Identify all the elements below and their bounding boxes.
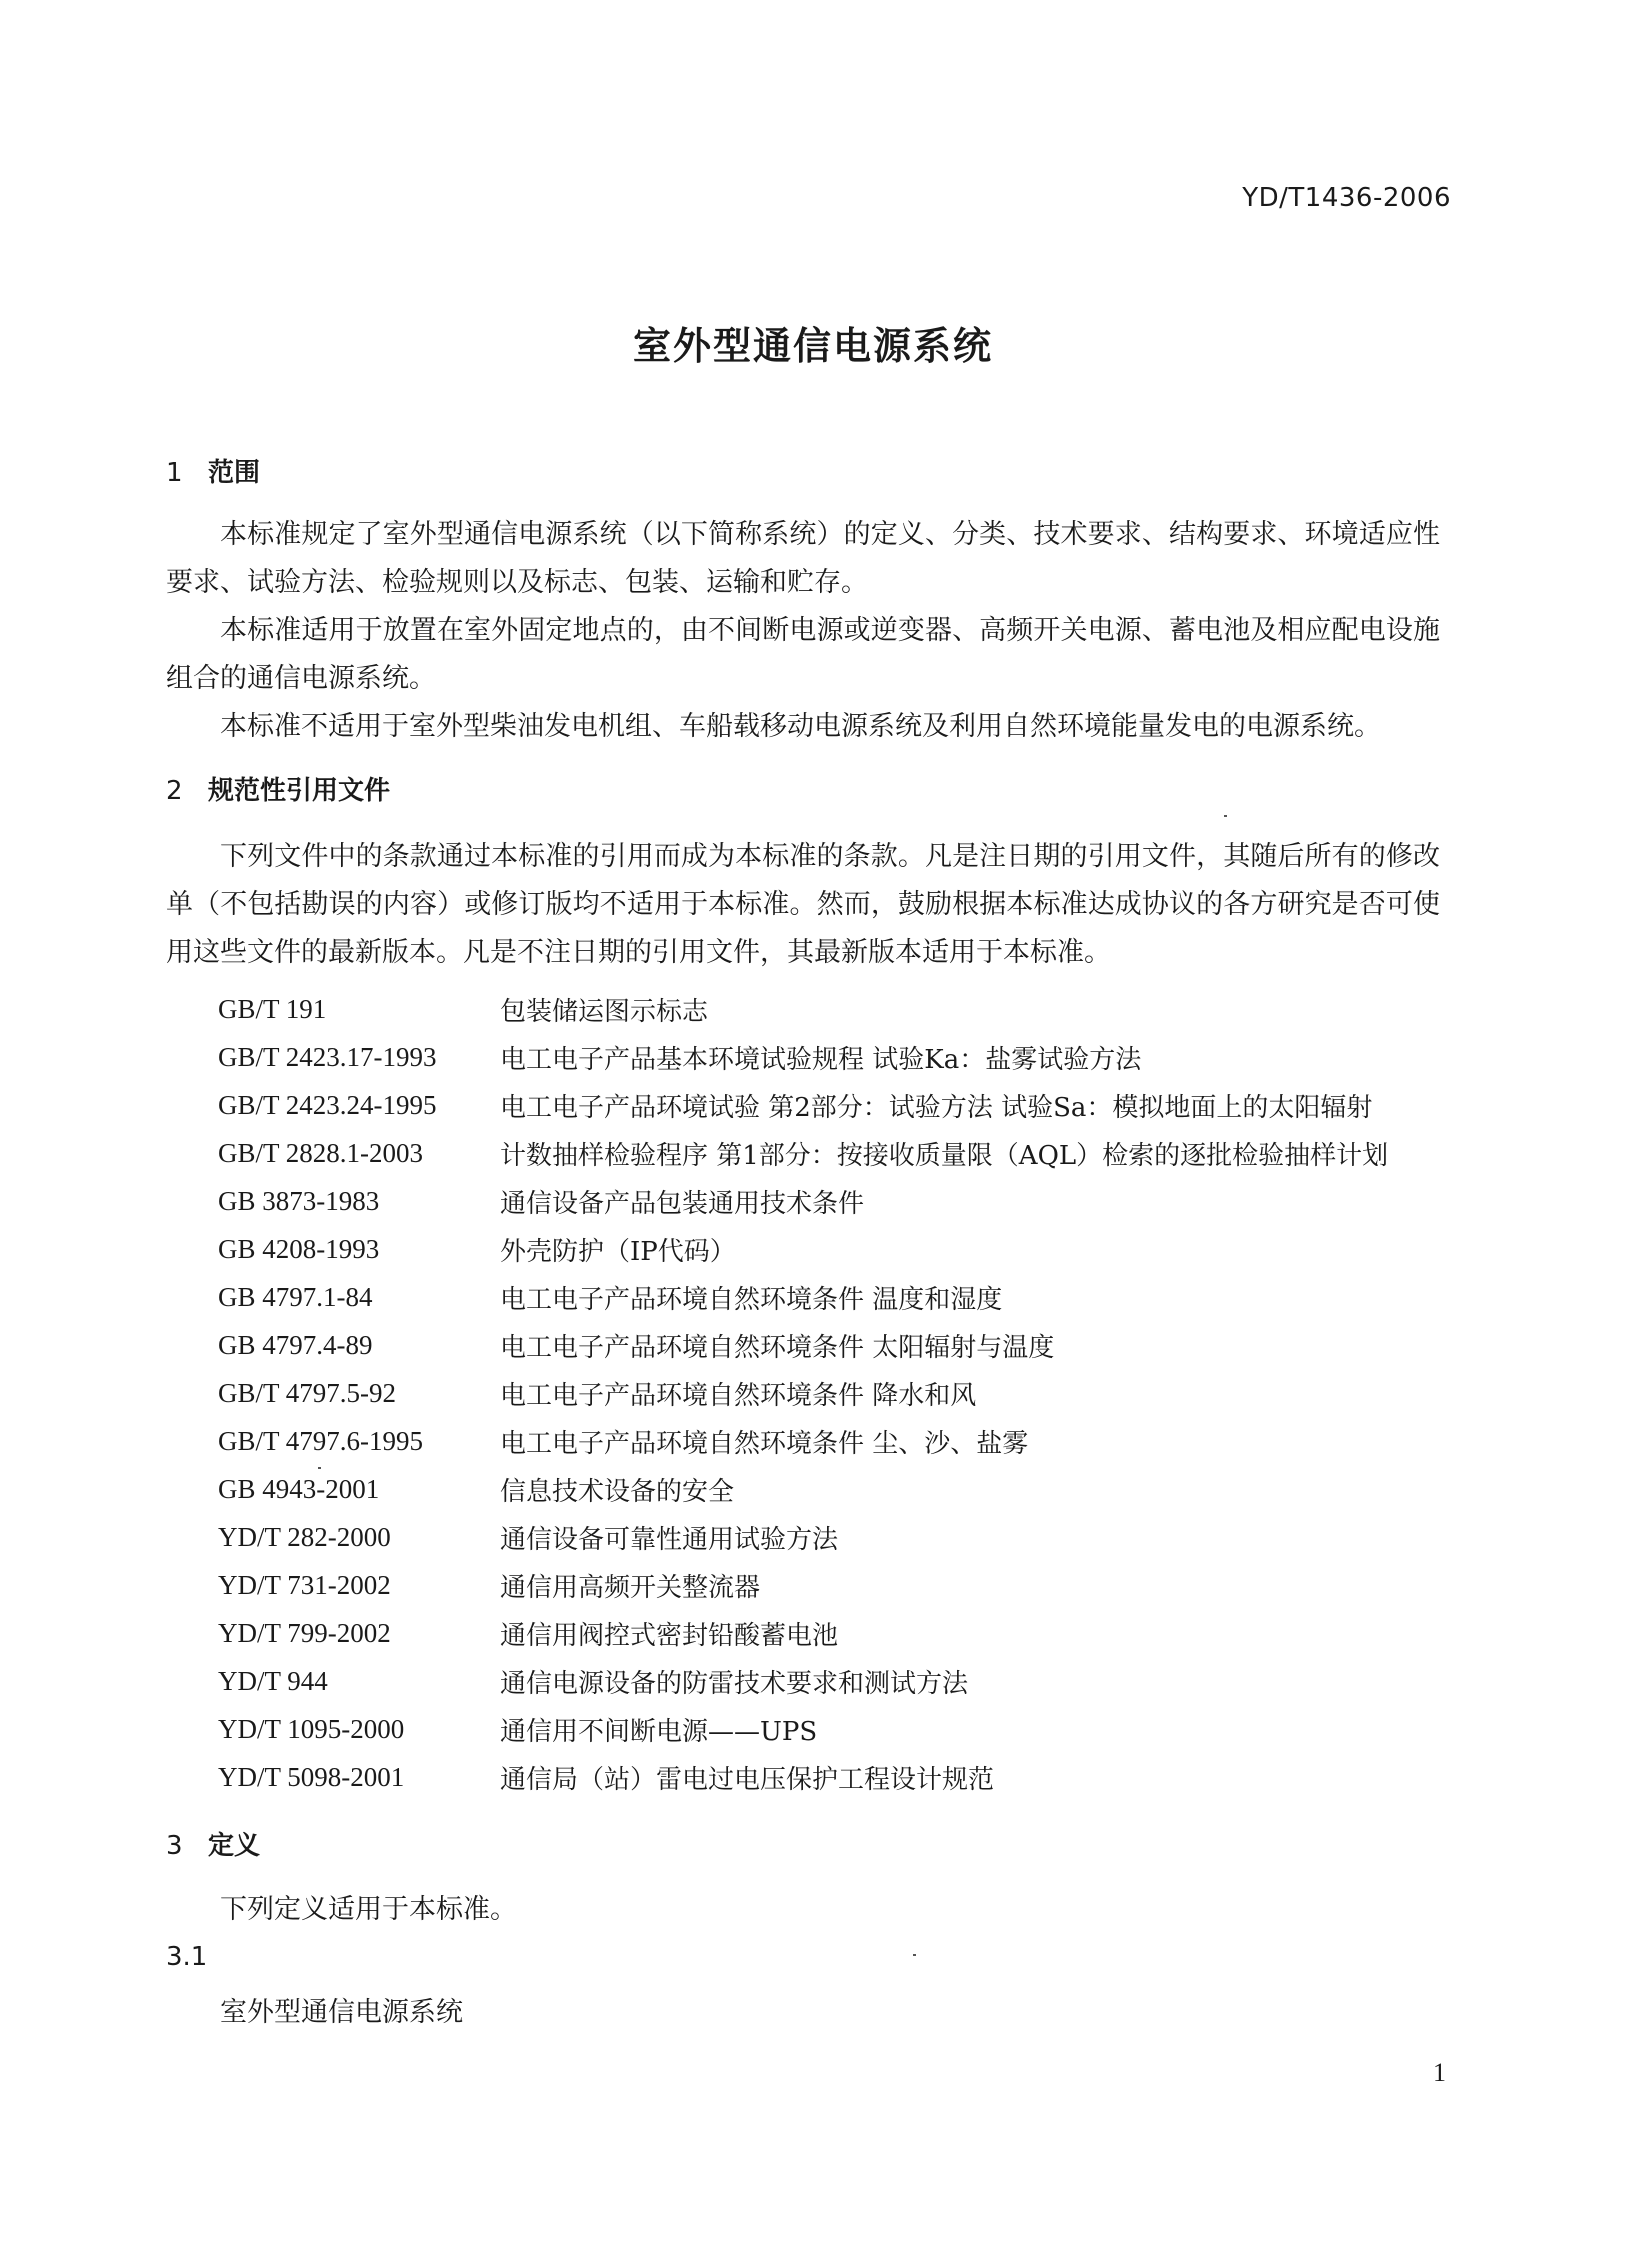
reference-code: GB/T 2423.17-1993: [218, 1041, 437, 1072]
reference-item: [218, 1753, 1478, 1801]
reference-title: 外壳防护（IP代码）: [500, 1236, 736, 1267]
reference-item: [218, 1417, 1478, 1465]
reference-title: 计数抽样检验程序 第1部分：按接收质量限（AQL）检索的逐批检验抽样计划: [500, 1140, 1389, 1171]
reference-code: YD/T 1095-2000: [218, 1713, 405, 1744]
section-number: 1: [166, 458, 183, 488]
section-2-heading: [166, 770, 390, 807]
reference-title: 通信设备可靠性通用试验方法: [500, 1524, 839, 1555]
reference-code: GB 4208-1993: [218, 1233, 380, 1264]
reference-item: [218, 1609, 1478, 1657]
reference-title: 信息技术设备的安全: [500, 1476, 735, 1507]
scan-speck: [913, 1954, 916, 1956]
references-intro: 下列文件中的条款通过本标准的引用而成为本标准的条款。凡是注日期的引用文件，其随后所有的修改单（不包括勘误的内容）或修订版均不适用于本标准。然而，鼓励根据本标准达成协议的各方研究是否可使用这些文件的最新版本。凡是不注日期的引用文件，其最新版本适用于本标准。: [166, 841, 1440, 968]
scope-paragraph-2: 本标准适用于放置在室外固定地点的，由不间断电源或逆变器、高频开关电源、蓄电池及相应配电设施组合的通信电源系统。: [166, 615, 1440, 694]
reference-code: GB/T 4797.6-1995: [218, 1425, 424, 1456]
section-number: 2: [166, 776, 183, 806]
reference-title: 电工电子产品基本环境试验规程 试验Ka：盐雾试验方法: [500, 1044, 1142, 1075]
reference-title: 电工电子产品环境自然环境条件 尘、沙、盐雾: [500, 1428, 1029, 1459]
reference-item: [218, 1225, 1478, 1273]
scan-speck: [1224, 815, 1227, 817]
reference-title: 通信局（站）雷电过电压保护工程设计规范: [500, 1764, 995, 1795]
reference-item: [218, 1273, 1478, 1321]
reference-item: [218, 1465, 1478, 1513]
reference-item: [218, 1321, 1478, 1369]
reference-title: 通信用阀控式密封铅酸蓄电池: [500, 1620, 839, 1651]
scope-paragraph-3: 本标准不适用于室外型柴油发电机组、车船载移动电源系统及利用自然环境能量发电的电源系统。: [220, 711, 1381, 742]
section-1-heading: [166, 452, 260, 489]
page-number: 1: [1433, 2058, 1446, 2087]
reference-code: YD/T 799-2002: [218, 1617, 391, 1648]
reference-title: 通信用高频开关整流器: [500, 1572, 761, 1603]
reference-code: GB 4797.4-89: [218, 1329, 373, 1360]
reference-title: 通信电源设备的防雷技术要求和测试方法: [500, 1668, 969, 1699]
clause-number: 3.1: [166, 1942, 208, 1972]
reference-code: GB/T 191: [218, 993, 327, 1024]
reference-item: [218, 985, 1478, 1033]
reference-item: [218, 1513, 1478, 1561]
reference-title: 通信设备产品包装通用技术条件: [500, 1188, 865, 1219]
section-title: 定义: [208, 1831, 261, 1861]
reference-title: 电工电子产品环境自然环境条件 降水和风: [500, 1380, 977, 1411]
section-3-heading: [166, 1825, 260, 1862]
section-title: 范围: [208, 458, 261, 488]
reference-code: GB/T 4797.5-92: [218, 1377, 397, 1408]
section-number: 3: [166, 1831, 183, 1861]
section-title: 规范性引用文件: [208, 776, 391, 806]
reference-code: YD/T 731-2002: [218, 1569, 391, 1600]
reference-item: [218, 1033, 1478, 1081]
standard-code: YD/T1436-2006: [1242, 183, 1451, 213]
reference-title: 电工电子产品环境自然环境条件 温度和湿度: [500, 1284, 1003, 1315]
reference-item: [218, 1129, 1478, 1177]
reference-code: GB 4943-2001: [218, 1473, 380, 1504]
reference-title: 包装储运图示标志: [500, 996, 709, 1027]
reference-title: 通信用不间断电源——UPS: [500, 1716, 818, 1747]
scope-paragraph-1: 本标准规定了室外型通信电源系统（以下简称系统）的定义、分类、技术要求、结构要求、环境适应性要求、试验方法、检验规则以及标志、包装、运输和贮存。: [166, 519, 1440, 598]
reference-code: GB/T 2828.1-2003: [218, 1137, 424, 1168]
scan-speck: [318, 1467, 321, 1469]
reference-item: [218, 1561, 1478, 1609]
reference-title: 电工电子产品环境自然环境条件 太阳辐射与温度: [500, 1332, 1055, 1363]
reference-code: GB 4797.1-84: [218, 1281, 373, 1312]
reference-list: [218, 985, 1478, 1801]
reference-code: GB 3873-1983: [218, 1185, 380, 1216]
reference-title: 电工电子产品环境试验 第2部分：试验方法 试验Sa：模拟地面上的太阳辐射: [500, 1092, 1373, 1123]
defined-term: 室外型通信电源系统: [220, 1997, 463, 2028]
reference-item: [218, 1369, 1478, 1417]
reference-code: GB/T 2423.24-1995: [218, 1089, 437, 1120]
reference-item: [218, 1177, 1478, 1225]
definitions-intro: 下列定义适用于本标准。: [220, 1894, 517, 1925]
reference-code: YD/T 944: [218, 1665, 328, 1696]
reference-code: YD/T 282-2000: [218, 1521, 391, 1552]
document-title: 室外型通信电源系统: [632, 324, 993, 368]
reference-item: [218, 1705, 1478, 1753]
reference-item: [218, 1657, 1478, 1705]
reference-item: [218, 1081, 1478, 1129]
reference-code: YD/T 5098-2001: [218, 1761, 405, 1792]
